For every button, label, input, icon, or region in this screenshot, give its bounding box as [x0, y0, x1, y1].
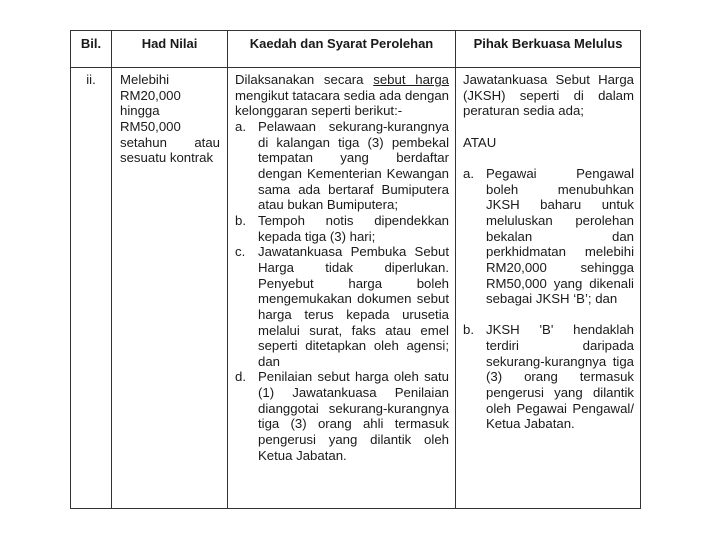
header-bil: Bil.: [71, 31, 112, 68]
item-label: a.: [235, 118, 246, 134]
pihak-intro: Jawatankuasa Sebut Harga (JKSH) seperti di dalam peraturan sedia ada;: [463, 72, 634, 119]
item-label: b.: [463, 322, 474, 338]
header-pihak: Pihak Berkuasa Melulus: [456, 31, 641, 68]
cell-bil: ii.: [71, 68, 112, 509]
item-text: Jawatankuasa Pembuka Sebut Harga tidak diperlukan. Penyebut harga boleh mengemukakan dokumen sebut harga terus kepada urusetia melalui surat, faks atau emel seperti ditetapkan oleh agensi; dan: [258, 244, 449, 369]
cell-kaedah: [228, 68, 456, 509]
intro-text-end: mengikut tatacara sedia ada dengan kelonggaran seperti berikut:-: [235, 87, 449, 119]
procurement-table: [70, 30, 641, 509]
item-label: c.: [235, 244, 246, 260]
list-item: [463, 322, 634, 432]
list-item: [235, 119, 449, 213]
had-nilai-text: Melebihi RM20,000 hingga RM50,000 setahun atau sesuatu kontrak: [120, 72, 220, 166]
cell-had-nilai: [112, 68, 228, 509]
item-text: Penilaian sebut harga oleh satu (1) Jawatankuasa Penilaian dianggotai sekurang-kurangnya tiga (3) orang ahli termasuk pengerusi yang dilantik oleh Ketua Jabatan.: [258, 369, 449, 463]
item-text: JKSH 'B' hendaklah terdiri daripada sekurang-kurangnya tiga (3) orang termasuk pengerusi yang dilantik oleh Pegawai Pengawal/ Ketua Jabatan.: [486, 322, 634, 432]
item-text: Tempoh notis dipendekkan kepada tiga (3) hari;: [258, 212, 449, 244]
item-label: a.: [463, 165, 474, 181]
cell-pihak: [456, 68, 641, 509]
header-kaedah: Kaedah dan Syarat Perolehan: [228, 31, 456, 68]
list-item: [235, 369, 449, 463]
intro-text: Dilaksanakan secara: [235, 72, 374, 87]
item-label: d.: [235, 369, 246, 385]
header-row: [71, 31, 641, 68]
atau-text: ATAU: [463, 134, 497, 150]
header-had-nilai: Had Nilai: [112, 31, 228, 68]
item-text: Pelawaan sekurang-kurangnya di kalangan tiga (3) pembekal tempatan yang berdaftar dengan Kementerian Kewangan sama ada bertaraf Bumiputera atau bukan Bumiputera;: [258, 118, 449, 213]
list-item: [463, 166, 634, 307]
kaedah-intro: [235, 72, 449, 119]
list-item: [235, 244, 449, 369]
list-item: [235, 213, 449, 244]
item-label: b.: [235, 212, 246, 228]
item-text: Pegawai Pengawal boleh menubuhkan JKSH baharu untuk meluluskan perolehan bekalan dan perkhidmatan melebihi RM20,000 sehingga RM50,000 yang dikenali sebagai JKSH ‘B’; dan: [486, 165, 634, 307]
table-row: [71, 68, 641, 509]
intro-underlined: sebut harga: [373, 72, 449, 87]
